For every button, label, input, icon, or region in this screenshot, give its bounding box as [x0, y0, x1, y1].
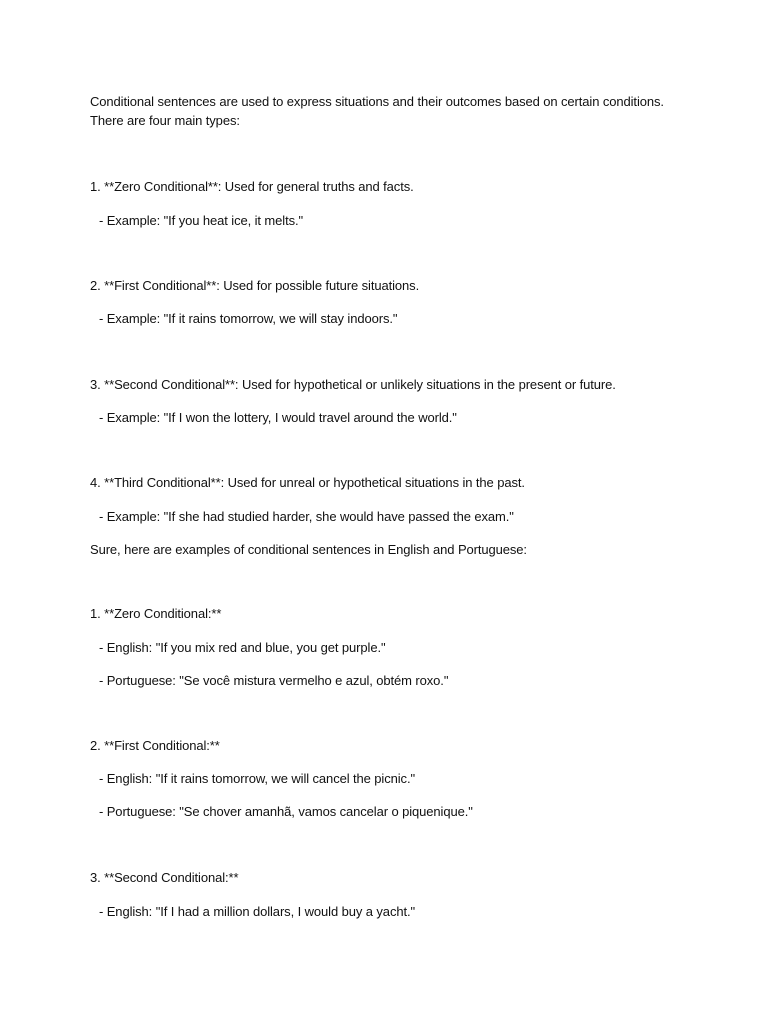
type-2-example: - Example: "If it rains tomorrow, we will stay indoors." [99, 311, 398, 326]
type-4-heading: 4. **Third Conditional**: Used for unreal or hypothetical situations in the past. [90, 475, 525, 490]
type-2-heading: 2. **First Conditional**: Used for possible future situations. [90, 278, 420, 293]
type-1-example: - Example: "If you heat ice, it melts." [99, 213, 304, 228]
example-2-heading: 2. **First Conditional:** [90, 738, 220, 753]
intro-line-2: There are four main types: [90, 113, 240, 128]
example-1-english: - English: "If you mix red and blue, you get purple." [99, 640, 386, 655]
examples-intro: Sure, here are examples of conditional sentences in English and Portuguese: [90, 542, 527, 557]
example-3-english: - English: "If I had a million dollars, I would buy a yacht." [99, 904, 416, 919]
type-3-example: - Example: "If I won the lottery, I would travel around the world." [99, 410, 457, 425]
example-1-heading: 1. **Zero Conditional:** [90, 606, 222, 621]
intro-line-1: Conditional sentences are used to express situations and their outcomes based on certain conditions. [90, 94, 664, 109]
example-1-portuguese: - Portuguese: "Se você mistura vermelho e azul, obtém roxo." [99, 673, 449, 688]
example-2-english: - English: "If it rains tomorrow, we will cancel the picnic." [99, 771, 415, 786]
example-3-heading: 3. **Second Conditional:** [90, 870, 239, 885]
type-3-heading: 3. **Second Conditional**: Used for hypothetical or unlikely situations in the present or future. [90, 377, 616, 392]
type-1-heading: 1. **Zero Conditional**: Used for general truths and facts. [90, 179, 414, 194]
type-4-example: - Example: "If she had studied harder, she would have passed the exam." [99, 509, 514, 524]
example-2-portuguese: - Portuguese: "Se chover amanhã, vamos cancelar o piquenique." [99, 804, 473, 819]
